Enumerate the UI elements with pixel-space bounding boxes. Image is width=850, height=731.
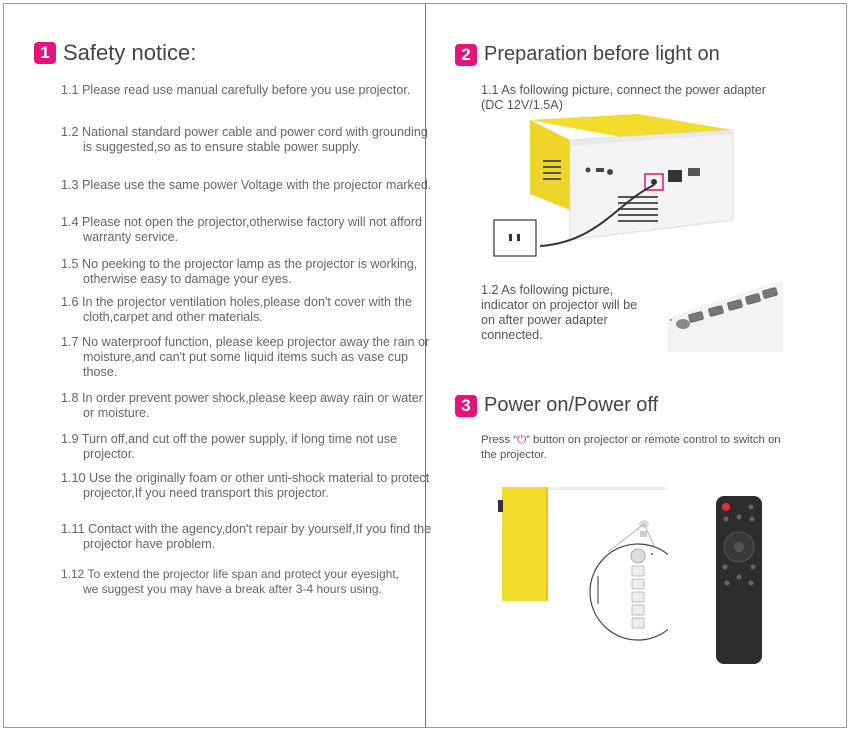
preparation-text-1-1: 1.1 As following picture, connect the power adapter (DC 12V/1.5A) <box>481 83 766 112</box>
safety-item-1-7: 1.7 No waterproof function, please keep projector away the rain or moisture,and can't put some liquid items such as vase cup those. <box>61 335 430 379</box>
preparation-title: Preparation before light on <box>484 43 720 66</box>
instruction-text-before: Press “ <box>481 434 518 446</box>
safety-item-1-1: 1.1 Please read use manual carefully before you use projector. <box>61 83 411 97</box>
safety-item-1-2: 1.2 National standard power cable and power cord with grounding is suggested,so as to ensure stable power supply. <box>61 125 428 154</box>
preparation-text-1-2: 1.2 As following picture, indicator on projector will be on after power adapter connected. <box>481 283 638 342</box>
safety-item-1-10: 1.10 Use the originally foam or other unti-shock material to protect projector,If you need transport this projector. <box>61 471 430 500</box>
power-button-location-image <box>498 484 668 644</box>
safety-notice-heading <box>34 39 196 66</box>
section-number-3: 3 <box>455 395 477 417</box>
preparation-heading <box>455 43 720 66</box>
safety-item-1-6: 1.6 In the projector ventilation holes,please don't cover with the cloth,carpet and other materials. <box>61 295 413 324</box>
instruction-text-after: ” button on projector or remote control to switch on the projector. <box>481 434 781 461</box>
power-on-off-title: Power on/Power off <box>484 394 659 417</box>
section-number-1: 1 <box>34 42 56 64</box>
safety-item-1-11: 1.11 Contact with the agency,don't repair by yourself,If you find the projector have problem. <box>61 522 432 551</box>
power-icon: ⏻ <box>517 432 527 446</box>
power-on-instruction <box>481 432 786 463</box>
projector-power-connection-image <box>488 112 746 257</box>
safety-item-1-12: 1.12 To extend the projector life span and protect your eyesight, we suggest you may have a break after 3-4 hours using. <box>61 567 399 596</box>
safety-item-1-9: 1.9 Turn off,and cut off the power supply, if long time not use projector. <box>61 432 398 461</box>
projector-buttons-indicator-image <box>667 280 783 352</box>
safety-item-1-4: 1.4 Please not open the projector,otherwise factory will not afford warranty service. <box>61 215 422 244</box>
power-on-off-heading <box>455 394 658 417</box>
remote-control-image <box>715 495 763 665</box>
section-number-2: 2 <box>455 44 477 66</box>
safety-notice-title: Safety notice: <box>63 40 197 66</box>
safety-item-1-3: 1.3 Please use the same power Voltage with the projector marked. <box>61 178 432 192</box>
safety-item-1-8: 1.8 In order prevent power shock,please keep away rain or water or moisture. <box>61 391 423 420</box>
safety-item-1-5: 1.5 No peeking to the projector lamp as the projector is working, otherwise easy to damage your eyes. <box>61 257 418 286</box>
